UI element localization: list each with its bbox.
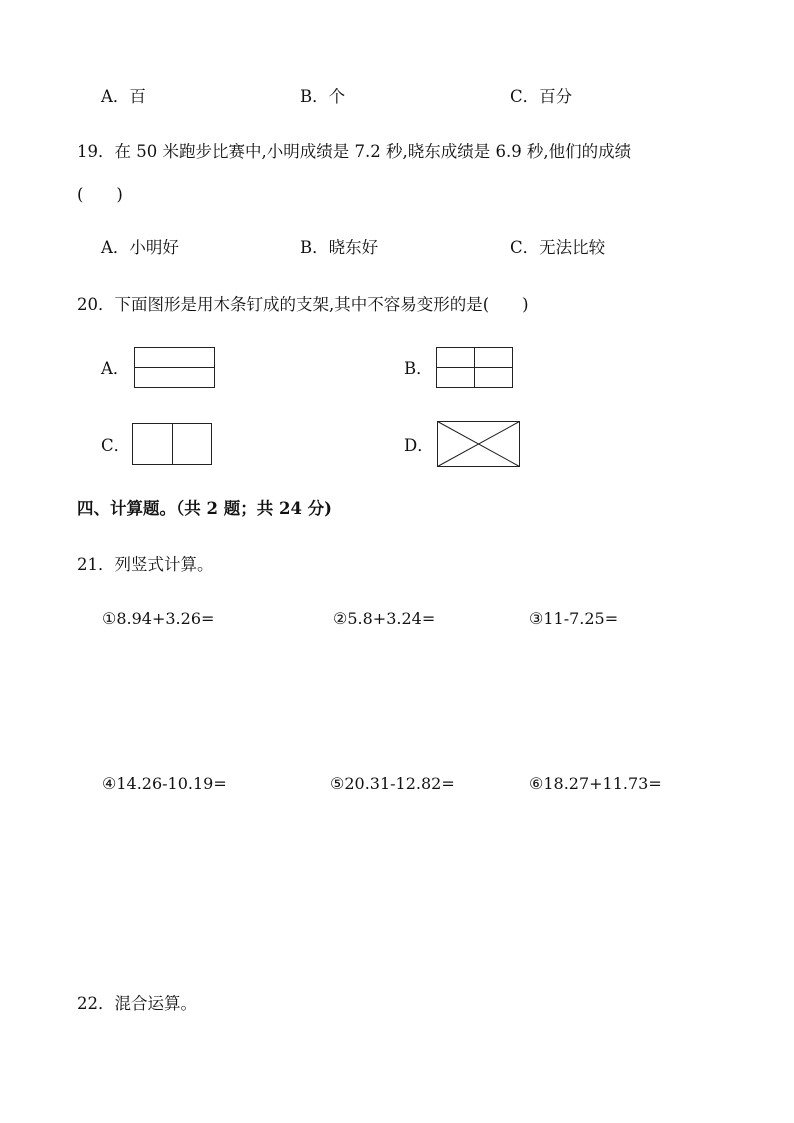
question-number: 22． xyxy=(77,994,115,1013)
figure-rectangle-vertical-divider xyxy=(132,423,214,466)
q20-option-d-label: D． xyxy=(404,436,434,455)
question-text: 下面图形是用木条钉成的支架,其中不容易变形的是( ) xyxy=(114,295,529,314)
option-text: 百 xyxy=(129,87,146,106)
figure-rectangle-cross-divider xyxy=(436,347,514,389)
option-letter: B． xyxy=(300,238,329,257)
calc-item-1: ①8.94+3.26= xyxy=(102,609,215,628)
option-letter: A． xyxy=(101,87,130,106)
q19-stem xyxy=(77,144,631,161)
question-text: 在 50 米跑步比赛中,小明成绩是 7.2 秒,晓东成绩是 6.9 秒,他们的成绩 xyxy=(114,142,632,161)
option-letter: C． xyxy=(510,87,540,106)
question-text: 列竖式计算。 xyxy=(114,555,214,574)
option-text: 无法比较 xyxy=(539,238,606,257)
section-heading: 四、计算题。（共 2 题；共 24 分) xyxy=(77,499,332,518)
option-text: 小明好 xyxy=(129,238,179,257)
q20-option-a-label: A． xyxy=(101,359,130,378)
q18-option-b xyxy=(300,89,345,106)
question-number: 19． xyxy=(77,142,115,161)
calc-item-2: ②5.8+3.24= xyxy=(333,609,436,628)
q20-stem xyxy=(77,297,529,314)
calc-item-4: ④14.26-10.19= xyxy=(102,774,227,793)
q18-option-c xyxy=(510,89,572,106)
q19-option-c xyxy=(510,240,605,257)
q19-option-a xyxy=(101,240,179,257)
q19-answer-blank: ( ) xyxy=(77,185,123,204)
figure-rectangle-horizontal-divider xyxy=(134,347,216,389)
option-letter: C． xyxy=(510,238,540,257)
q19-option-b xyxy=(300,240,378,257)
q20-option-b-label: B． xyxy=(404,359,433,378)
option-text: 百分 xyxy=(539,87,573,106)
option-letter: B． xyxy=(300,87,329,106)
q20-option-c-label: C． xyxy=(101,436,131,455)
calc-item-6: ⑥18.27+11.73= xyxy=(529,774,662,793)
q21-stem xyxy=(77,557,214,574)
option-text: 晓东好 xyxy=(328,238,379,257)
option-text: 个 xyxy=(328,87,346,106)
figure-rectangle-diagonals xyxy=(437,421,521,468)
question-number: 21． xyxy=(77,555,115,574)
question-text: 混合运算。 xyxy=(114,994,197,1013)
q18-option-a xyxy=(101,89,146,106)
option-letter: A． xyxy=(101,238,130,257)
q22-stem xyxy=(77,996,197,1013)
calc-item-5: ⑤20.31-12.82= xyxy=(330,774,455,793)
calc-item-3: ③11-7.25= xyxy=(529,609,619,628)
question-number: 20． xyxy=(77,295,115,314)
